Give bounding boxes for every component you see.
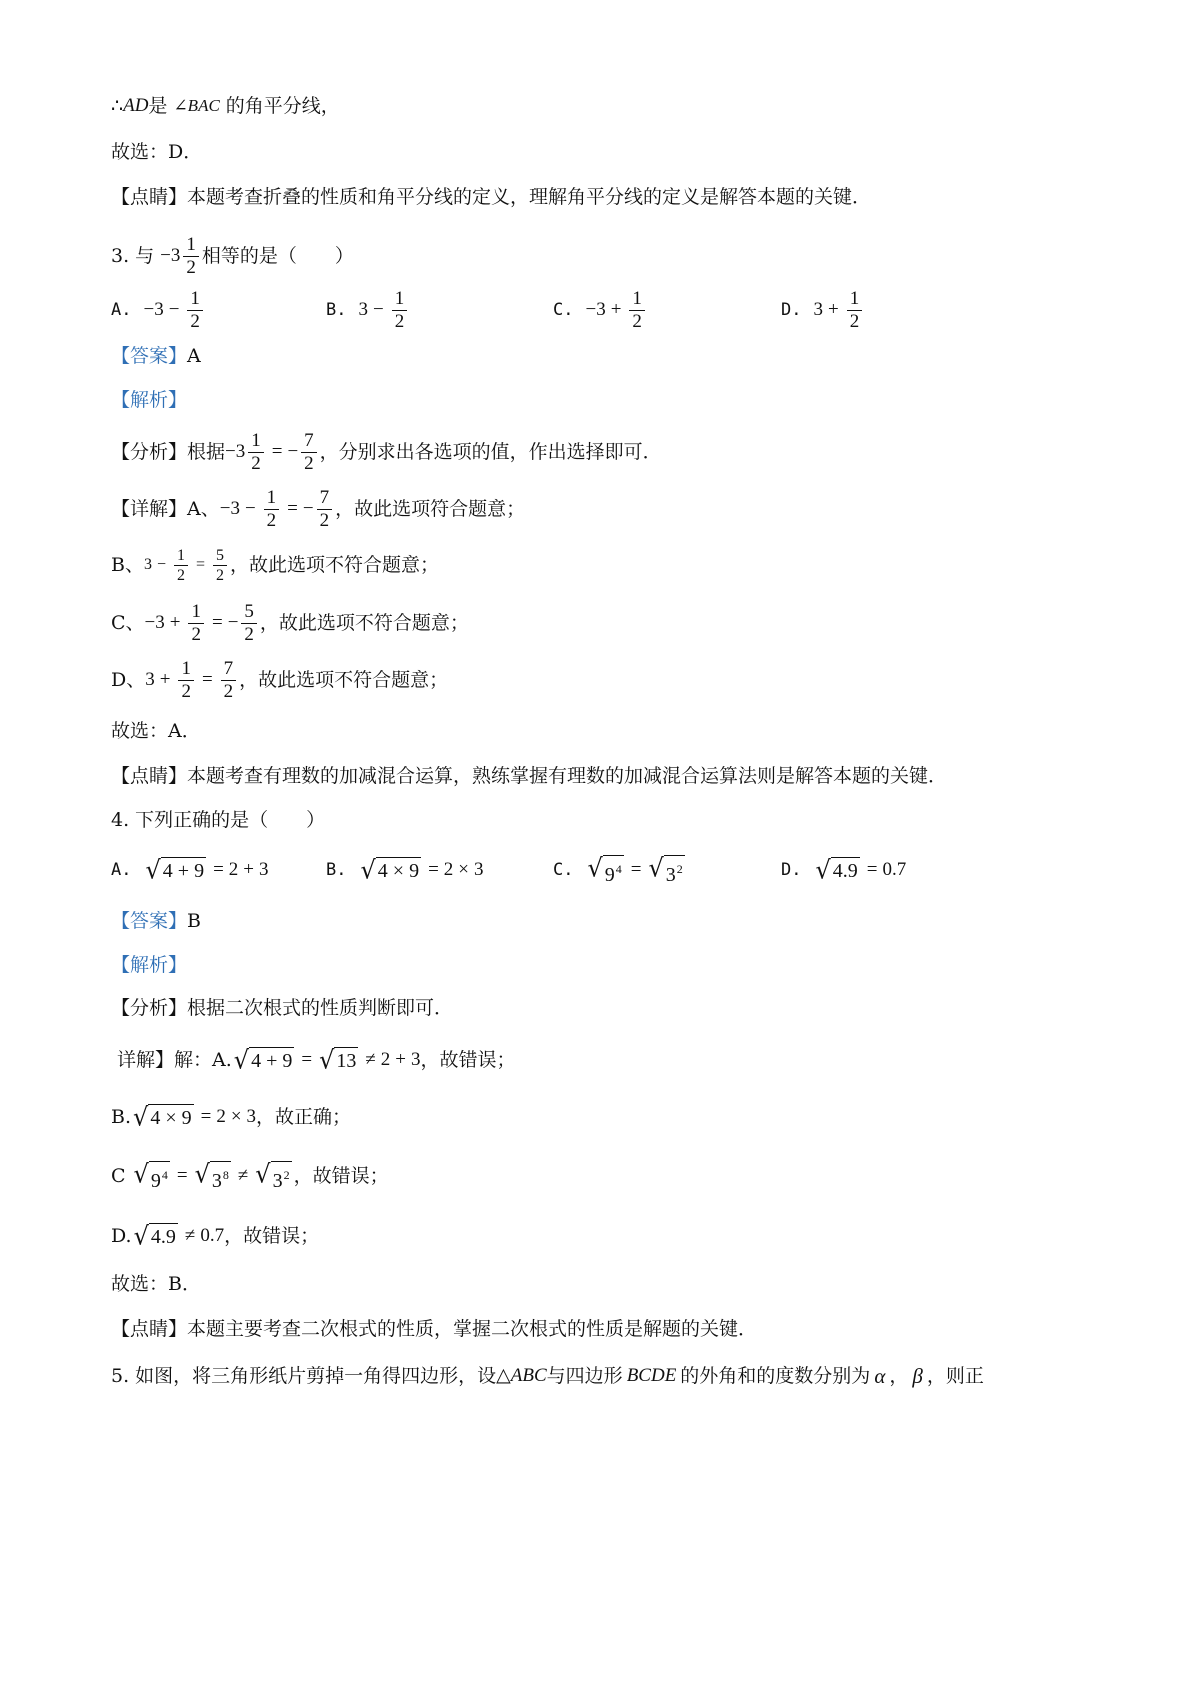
therefore-symbol: ∴ bbox=[111, 95, 124, 117]
q3-choose: 故选：A． bbox=[111, 720, 201, 742]
q3-fenxi-line: 【分析】根据 −3 $\frac{1}{2}$ = − $\frac{7}{2}$ ，分别求出各选项的值，作出选择即可． bbox=[111, 429, 662, 474]
question-3-options bbox=[111, 282, 1111, 338]
question-4-stem: 4. 下列正确的是（ ） bbox=[111, 809, 326, 831]
q4-answer-line: 【答案】 B bbox=[111, 910, 201, 932]
dianjing-line: 【点睛】本题考查折叠的性质和角平分线的定义，理解角平分线的定义是解答本题的关键． bbox=[111, 186, 872, 208]
q4-xiangjie-b: B. √ 4 × 9 = 2 × 3 ，故正确； bbox=[111, 1102, 352, 1132]
choice-line: 故选：D． bbox=[111, 141, 203, 163]
q4-choose: 故选：B． bbox=[111, 1273, 201, 1295]
option-b[interactable]: B. √ 4 × 9 = 2 × 3 bbox=[326, 855, 484, 885]
conclusion-line: ∴ AD 是 ∠BAC 的角平分线， bbox=[111, 92, 1120, 120]
option-b[interactable]: B. 3 − $\frac{1}{2}$ bbox=[326, 282, 410, 338]
q3-xiangjie-b: B、 3 − $\frac{1}{2}$ = $\frac{5}{2}$ ，故此选项不符合题意； bbox=[111, 546, 440, 584]
q4-dianjing: 【点睛】本题主要考查二次根式的性质，掌握二次根式的性质是解题的关键． bbox=[111, 1318, 758, 1340]
question-5-stem: 5. 如图，将三角形纸片剪掉一角得四边形，设 △ABC 与四边形 BCDE 的外角和的度数分别为 α ， β ，则正 bbox=[111, 1364, 984, 1388]
fraction: $\frac{1}{2}$ bbox=[183, 234, 199, 279]
q3-xiangjie-d: D、 3 + $\frac{1}{2}$ = $\frac{7}{2}$ ，故此选项不符合题意； bbox=[111, 657, 449, 702]
q4-xiangjie-d: D. √ 4.9 ≠ 0.7 ，故错误； bbox=[111, 1221, 320, 1251]
q4-jiexi-tag: 【解析】 bbox=[111, 954, 188, 976]
option-d[interactable]: D. 3 + $\frac{1}{2}$ bbox=[781, 282, 865, 338]
option-d[interactable]: D. √ 4.9 = 0.7 bbox=[781, 855, 907, 885]
q4-xiangjie-c: C √ $9^4$ = √ $3^8$ ≠ √ $3^2$ ，故错误； bbox=[111, 1158, 389, 1192]
option-c[interactable]: C. −3 + $\frac{1}{2}$ bbox=[553, 282, 648, 338]
q4-xiangjie-a: 详解】解：A. √ 4 + 9 = √ 13 ≠ 2 + 3 ，故错误； bbox=[117, 1045, 516, 1075]
option-a[interactable]: A. √ 4 + 9 = 2 + 3 bbox=[111, 855, 269, 885]
q4-fenxi: 【分析】根据二次根式的性质判断即可． bbox=[111, 997, 454, 1019]
q3-xiangjie-c: C、 −3 + $\frac{1}{2}$ = − $\frac{5}{2}$ ，故此选项不符合题意； bbox=[111, 600, 469, 645]
option-a[interactable]: A. −3 − $\frac{1}{2}$ bbox=[111, 282, 206, 338]
q3-answer-line: 【答案】 A bbox=[111, 345, 201, 367]
q3-dianjing: 【点睛】本题考查有理数的加减混合运算，熟练掌握有理数的加减混合运算法则是解答本题的关键． bbox=[111, 765, 948, 787]
q3-xiangjie-a: 【详解】A、 −3 − $\frac{1}{2}$ = − $\frac{7}{2}$ ，故此选项符合题意； bbox=[111, 486, 526, 531]
q3-jiexi-tag: 【解析】 bbox=[111, 389, 188, 411]
question-3-stem: 3. 与 −3 $\frac{1}{2}$ 相等的是（ ） bbox=[111, 233, 354, 278]
question-4-options bbox=[111, 845, 1111, 895]
option-c[interactable]: C. √ $9^4$ = √ $3^2$ bbox=[553, 852, 683, 886]
